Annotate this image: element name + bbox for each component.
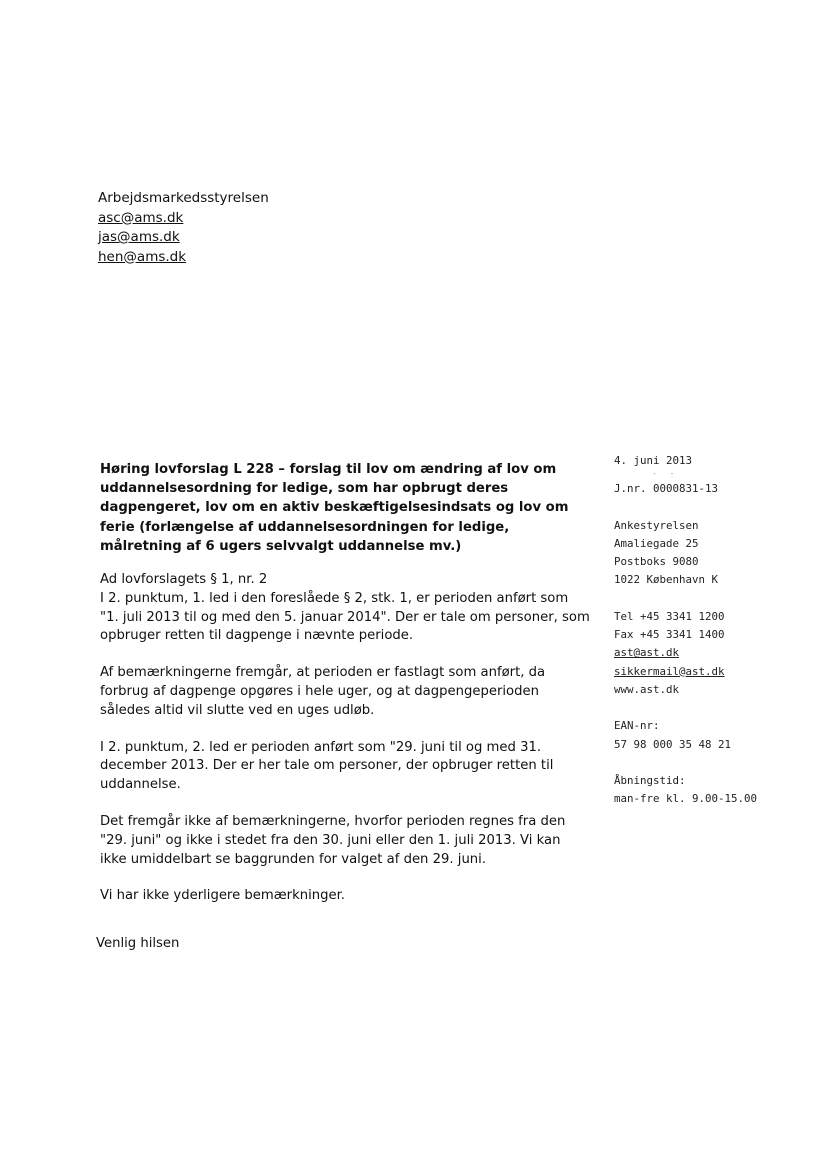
body-paragraph-4: Det fremgår ikke af bemærkningerne, hvorfor perioden regnes fra den "29. juni" og ikke i stedet fra den 30. juni eller den 1. juli 2013. Vi kan ikke umiddelbart se baggrunden for valget af den 29. juni. xyxy=(100,813,566,867)
letter-date: 4. juni 2013 xyxy=(614,454,693,467)
recipient-email-2[interactable]: jas@ams.dk xyxy=(98,229,180,245)
journal-number: J.nr. 0000831-13 xyxy=(614,482,719,496)
opening-hours: man-fre kl. 9.00-15.00 xyxy=(614,792,758,806)
recipient-name: Arbejdsmarkedsstyrelsen xyxy=(98,190,269,206)
recipient-email-1[interactable]: asc@ams.dk xyxy=(98,209,184,226)
sender-phone: Tel +45 3341 1200 xyxy=(614,609,725,623)
faint-mark xyxy=(614,470,804,480)
opening-hours-label: Åbningstid: xyxy=(614,773,686,787)
sender-postbox: Postboks 9080 xyxy=(614,555,699,569)
sender-website[interactable]: www.ast.dk xyxy=(614,682,680,696)
recipient-block xyxy=(98,189,269,267)
sender-sidebar xyxy=(614,452,804,808)
body-paragraph-5: Vi har ikke yderligere bemærkninger. xyxy=(100,888,345,904)
body-paragraph-1 xyxy=(100,571,590,646)
ean-label: EAN-nr: xyxy=(614,719,660,733)
letter-subject: Høring lovforslag L 228 – forslag til lov om ændring af lov om uddannelsesordning for ledige, som har opbrugt deres dagpengeret, lov om en aktiv beskæftigelsesindsats og lov om ferie (forlængelse af uddannelsesordningen for ledige, målretning af 6 ugers selvvalgt uddannelse mv.) xyxy=(100,462,569,554)
body-paragraph-2: Af bemærkningerne fremgår, at perioden er fastlagt som anført, da forbrug af dagpenge opgøres i hele uger, og at dagpengeperioden således altid vil slutte ved en uges udløb. xyxy=(100,665,546,718)
recipient-email-3[interactable]: hen@ams.dk xyxy=(98,248,187,265)
sender-secure-email-link[interactable]: sikkermail@ast.dk xyxy=(614,664,725,678)
section-heading: Ad lovforslagets § 1, nr. 2 xyxy=(100,572,268,587)
paragraph-text: I 2. punktum, 1. led i den foreslåede § 2, stk. 1, er perioden anført som "1. juli 2013 til og med den 5. januar 2014". Der er tale om personer, som opbruger retten til dagpenge i nævnte periode. xyxy=(100,590,590,644)
ean-number: 57 98 000 35 48 21 xyxy=(614,737,732,751)
sender-fax: Fax +45 3341 1400 xyxy=(614,628,725,642)
sender-email-link[interactable]: ast@ast.dk xyxy=(614,646,680,660)
letter-body xyxy=(100,571,590,924)
sender-org: Ankestyrelsen xyxy=(614,518,699,532)
body-paragraph-3: I 2. punktum, 2. led er perioden anført som "29. juni til og med 31. december 2013. Der er her tale om personer, der opbruger retten til uddannelse. xyxy=(100,739,554,793)
letter-closing: Venlig hilsen xyxy=(96,936,180,951)
sender-city: 1022 København K xyxy=(614,573,719,587)
sender-street: Amaliegade 25 xyxy=(614,536,699,550)
